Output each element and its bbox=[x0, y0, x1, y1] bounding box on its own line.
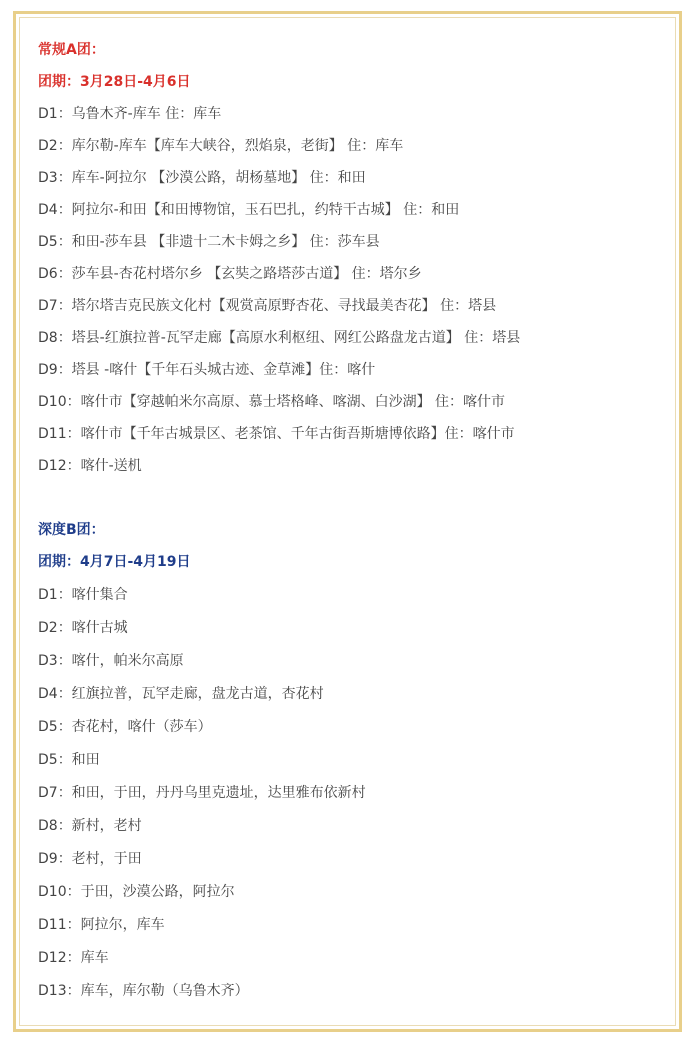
group-b-day-8: D8：新村，老村 bbox=[38, 818, 142, 834]
group-a-day-8: D8：塔县-红旗拉普-瓦罕走廊【高原水利枢纽、网红公路盘龙古道】 住：塔县 bbox=[38, 330, 521, 346]
group-a-day-9: D9：塔县 -喀什【千年石头城古迹、金草滩】住：喀什 bbox=[38, 362, 376, 378]
group-b-period: 团期：4月7日-4月19日 bbox=[38, 554, 191, 570]
group-a-day-6: D6：莎车县-杏花村塔尔乡 【玄奘之路塔莎古道】 住：塔尔乡 bbox=[38, 266, 422, 282]
group-b-day-6: D5：和田 bbox=[38, 752, 100, 768]
group-a-day-2: D2：库尔勒-库车【库车大峡谷，烈焰泉，老街】 住：库车 bbox=[38, 138, 404, 154]
group-a-day-10: D10：喀什市【穿越帕米尔高原、慕士塔格峰、喀湖、白沙湖】 住：喀什市 bbox=[38, 394, 506, 410]
group-b-day-2: D2：喀什古城 bbox=[38, 620, 128, 636]
group-b-day-11: D11：阿拉尔，库车 bbox=[38, 917, 165, 933]
group-b-day-13: D13：库车，库尔勒（乌鲁木齐） bbox=[38, 983, 249, 999]
group-b-day-5: D5：杏花村，喀什（莎车） bbox=[38, 719, 212, 735]
group-b-day-7: D7：和田，于田，丹丹乌里克遗址，达里雅布依新村 bbox=[38, 785, 366, 801]
group-a-day-3: D3：库车-阿拉尔 【沙漠公路，胡杨墓地】 住：和田 bbox=[38, 170, 366, 186]
group-a-day-7: D7：塔尔塔吉克民族文化村【观赏高原野杏花、寻找最美杏花】 住：塔县 bbox=[38, 298, 497, 314]
group-b-day-12: D12：库车 bbox=[38, 950, 109, 966]
group-a-day-5: D5：和田-莎车县 【非遗十二木卡姆之乡】 住：莎车县 bbox=[38, 234, 380, 250]
group-a-day-12: D12：喀什-送机 bbox=[38, 458, 142, 474]
group-b-day-10: D10：于田，沙漠公路，阿拉尔 bbox=[38, 884, 235, 900]
group-b-day-9: D9：老村，于田 bbox=[38, 851, 142, 867]
group-a-period: 团期：3月28日-4月6日 bbox=[38, 74, 191, 90]
group-a-day-1: D1：乌鲁木齐-库车 住：库车 bbox=[38, 106, 222, 122]
group-b-day-1: D1：喀什集合 bbox=[38, 587, 128, 603]
group-a-day-4: D4：阿拉尔-和田【和田博物馆，玉石巴扎，约特干古城】 住：和田 bbox=[38, 202, 460, 218]
group-a-day-11: D11：喀什市【千年古城景区、老茶馆、千年古街吾斯塘博依路】住：喀什市 bbox=[38, 426, 515, 442]
group-b-title: 深度B团： bbox=[38, 522, 105, 538]
group-b-day-3: D3：喀什，帕米尔高原 bbox=[38, 653, 184, 669]
group-b-day-4: D4：红旗拉普，瓦罕走廊，盘龙古道，杏花村 bbox=[38, 686, 324, 702]
group-a-title: 常规A团： bbox=[38, 42, 105, 58]
